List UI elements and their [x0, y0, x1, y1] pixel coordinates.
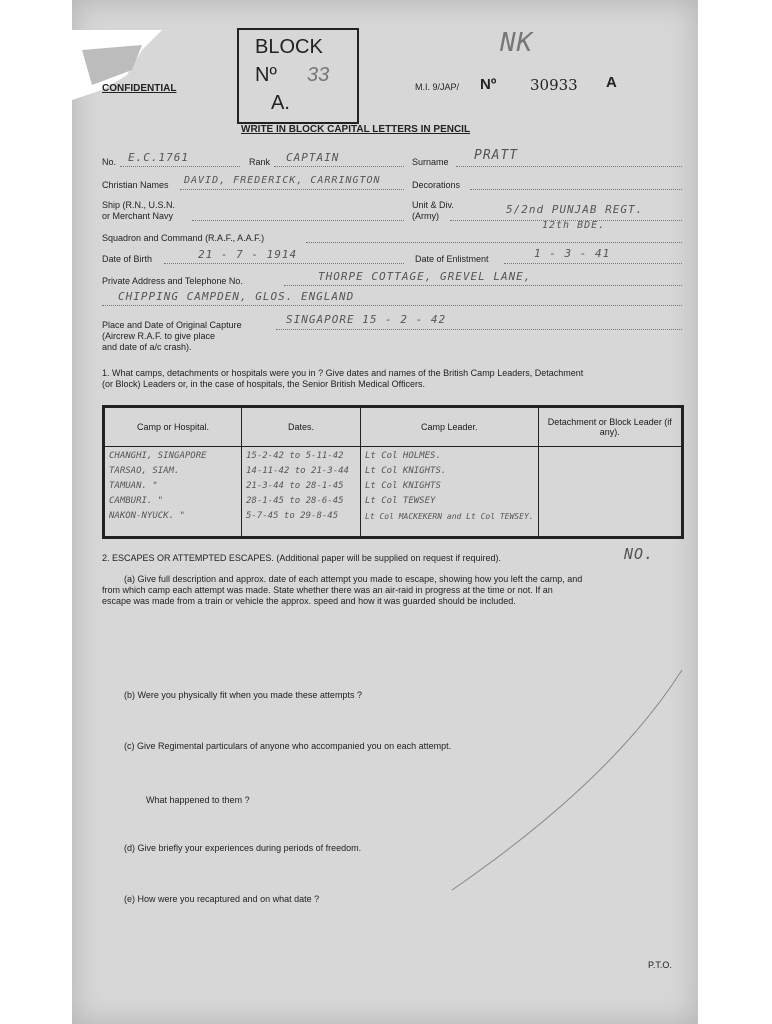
section2-a-line1: (a) Give full description and approx. date of each attempt you made to escape, showing how you left the camp, and	[124, 574, 583, 584]
initials-signature: NK	[500, 28, 534, 58]
col-camp: Camp or Hospital.	[104, 407, 242, 447]
surname-value: PRATT	[474, 148, 519, 163]
section2-c2: What happened to them ?	[146, 795, 250, 805]
ship-label-2: or Merchant Navy	[102, 211, 174, 221]
table-row: 28-1-45 to 28-6-45	[246, 496, 344, 506]
dates-cell	[242, 447, 361, 538]
col-leader: Camp Leader.	[361, 407, 539, 447]
unit-value-2: 12th BDE.	[542, 220, 606, 231]
confidential-label: CONFIDENTIAL	[102, 83, 177, 94]
ship-label: Ship (R.N., U.S.N.	[102, 200, 176, 210]
address-value-2: CHIPPING CAMPDEN, GLOS. ENGLAND	[118, 290, 355, 303]
section2-e: (e) How were you recaptured and on what date ?	[124, 894, 320, 904]
rank-line	[274, 166, 404, 167]
section2-answer: NO.	[624, 545, 655, 563]
dob-line	[164, 263, 404, 264]
table-row: 15-2-42 to 5-11-42	[246, 451, 344, 461]
number-symbol: Nº	[480, 76, 497, 93]
rank-label: Rank	[249, 157, 271, 167]
leader-cell	[361, 447, 539, 538]
decorations-line	[470, 189, 682, 190]
unit-label: Unit & Div.	[412, 200, 454, 210]
table-row: 5-7-45 to 29-8-45	[246, 511, 339, 521]
instruction-heading: WRITE IN BLOCK CAPITAL LETTERS IN PENCIL	[241, 124, 471, 135]
address-line	[284, 285, 682, 286]
ship-line	[192, 220, 404, 221]
camps-table	[102, 405, 684, 539]
capture-label-2: (Aircrew R.A.F. to give place	[102, 331, 216, 341]
stamp-block-text: BLOCK	[255, 36, 323, 58]
table-row: Lt Col TEWSEY	[365, 496, 436, 506]
pto-label: P.T.O.	[648, 960, 672, 970]
no-line	[120, 166, 240, 167]
form-page	[72, 0, 698, 1024]
no-value: E.C.1761	[128, 151, 189, 164]
table-row: Lt Col KNIGHTS.	[365, 466, 447, 476]
surname-line	[456, 166, 682, 167]
dob-value: 21 - 7 - 1914	[198, 248, 298, 261]
cancel-stroke	[432, 660, 692, 900]
address-line-2	[102, 305, 682, 306]
camp-cell	[104, 447, 242, 538]
col-dates: Dates.	[242, 407, 361, 447]
capture-label: Place and Date of Original Capture	[102, 320, 242, 330]
table-row: NAKON-NYUCK. "	[109, 511, 185, 521]
address-value-1: THORPE COTTAGE, GREVEL LANE,	[318, 270, 532, 283]
address-label: Private Address and Telephone No.	[102, 276, 243, 286]
squadron-label: Squadron and Command (R.A.F., A.A.F.)	[102, 233, 265, 243]
christian-line	[180, 189, 404, 190]
table-row: 14-11-42 to 21-3-44	[246, 466, 349, 476]
enlistment-label: Date of Enlistment	[415, 254, 489, 264]
table-row: TARSAO, SIAM.	[109, 466, 180, 476]
enlistment-value: 1 - 3 - 41	[534, 247, 611, 260]
table-row: 21-3-44 to 28-1-45	[246, 481, 344, 491]
unit-label-2: (Army)	[412, 211, 439, 221]
rank-value: CAPTAIN	[286, 151, 340, 164]
christian-names-label: Christian Names	[102, 180, 169, 190]
enlistment-line	[504, 263, 682, 264]
surname-label: Surname	[412, 157, 449, 167]
section2-title: 2. ESCAPES OR ATTEMPTED ESCAPES. (Additional paper will be supplied on request if required).	[102, 553, 502, 563]
dob-label: Date of Birth	[102, 254, 153, 264]
section2-a-line2: from which camp each attempt was made. State whether there was an air-raid in progress at the time or not. If an	[102, 585, 553, 595]
christian-names-value: DAVID, FREDERICK, CARRINGTON	[184, 175, 381, 186]
section2-b: (b) Were you physically fit when you made these attempts ?	[124, 690, 362, 700]
capture-line	[276, 329, 682, 330]
serial-number: 30933	[530, 76, 578, 94]
table-row: Lt Col KNIGHTS	[365, 481, 441, 491]
stamp-no-text: Nº	[255, 64, 277, 86]
section1-question-2: (or Block) Leaders or, in the case of hospitals, the Senior British Medical Officers.	[102, 379, 425, 389]
serial-suffix: A	[606, 74, 617, 91]
section2-a-line3: escape was made from a train or vehicle the approx. speed and how it was guarded should be included.	[102, 596, 516, 606]
section2-d: (d) Give briefly your experiences during periods of freedom.	[124, 843, 362, 853]
table-row: TAMUAN. "	[109, 481, 158, 491]
section1-question: 1. What camps, detachments or hospitals were you in ? Give dates and names of the British Camp Leaders, Detachment	[102, 368, 584, 378]
capture-value: SINGAPORE 15 - 2 - 42	[286, 313, 447, 326]
form-reference: M.I. 9/JAP/	[415, 82, 460, 92]
section2-c: (c) Give Regimental particulars of anyone who accompanied you on each attempt.	[124, 741, 452, 751]
stamp-number: 33	[307, 64, 330, 86]
table-row: Lt Col HOLMES.	[365, 451, 441, 461]
squadron-line	[306, 242, 682, 243]
stamp-a-text: A.	[271, 92, 290, 114]
unit-value: 5/2nd PUNJAB REGT.	[506, 203, 644, 216]
table-row: CHANGHI, SINGAPORE	[109, 451, 207, 461]
col-detachment: Detachment or Block Leader (if any).	[538, 407, 682, 447]
decorations-label: Decorations	[412, 180, 461, 190]
detachment-cell	[538, 447, 682, 538]
block-stamp	[237, 28, 359, 124]
no-label: No.	[102, 157, 117, 167]
table-row: Lt Col MACKEKERN and Lt Col TEWSEY.	[365, 512, 534, 521]
table-row: CAMBURI. "	[109, 496, 164, 506]
capture-label-3: and date of a/c crash).	[102, 342, 192, 352]
